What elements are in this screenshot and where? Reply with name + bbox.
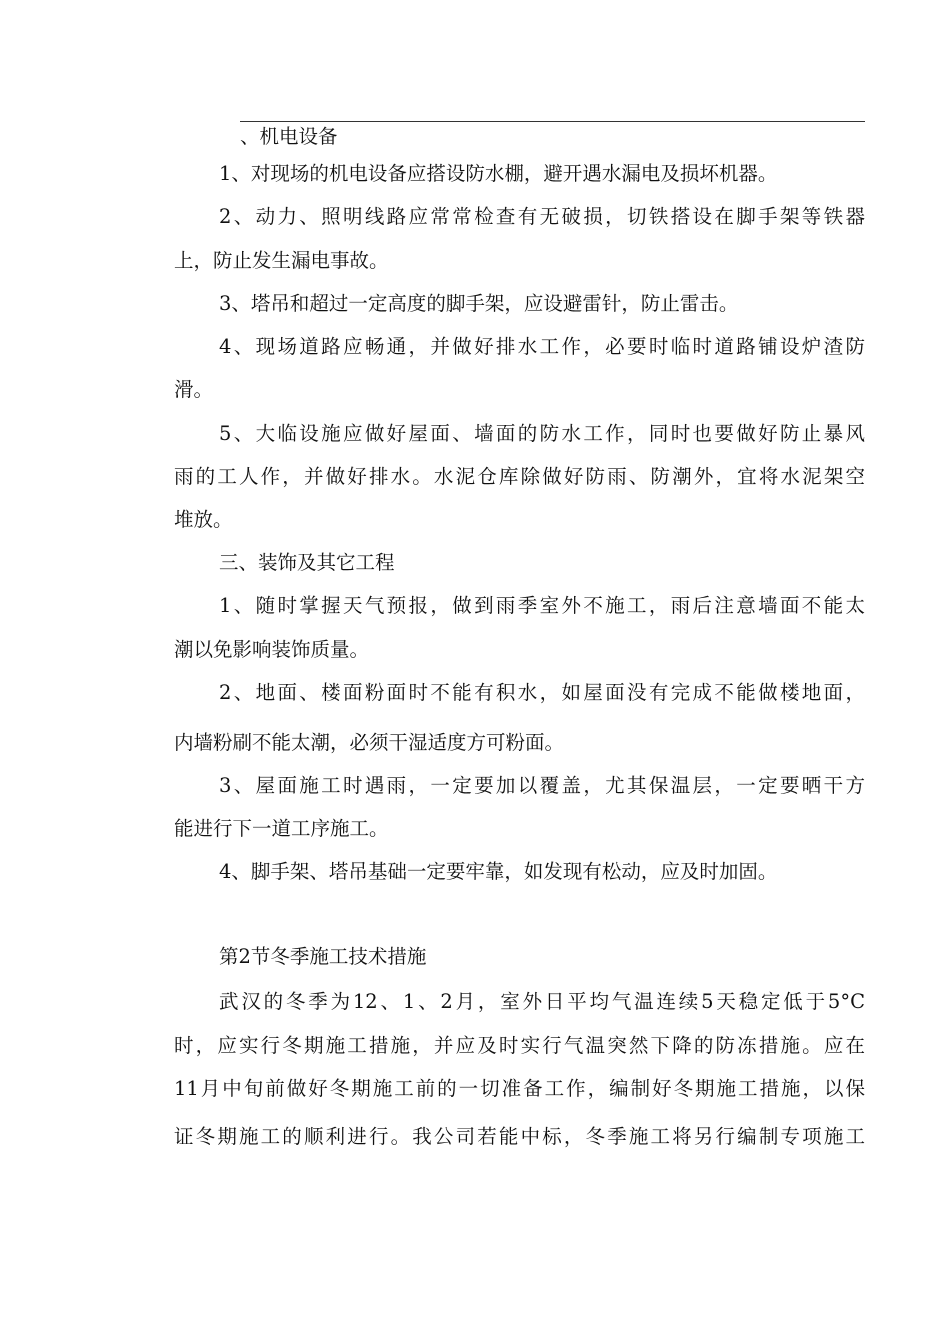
- paragraph-line: 3、塔吊和超过一定高度的脚手架，应设避雷针，防止雷击。: [219, 292, 739, 315]
- paragraph-line: 4、脚手架、塔吊基础一定要牢靠，如发现有松动，应及时加固。: [219, 860, 778, 883]
- paragraph-line: 证冬期施工的顺利进行。我公司若能中标，冬季施工将另行编制专项施工: [174, 1125, 865, 1148]
- paragraph-line: 4、现场道路应畅通，并做好排水工作，必要时临时道路铺设炉渣防: [219, 335, 865, 358]
- header-rule: [240, 121, 865, 122]
- section-heading: 、机电设备: [240, 125, 338, 148]
- paragraph-line: 雨的工人作，并做好排水。水泥仓库除做好防雨、防潮外，宜将水泥架空: [174, 465, 865, 488]
- section-heading: 第2节冬季施工技术措施: [219, 945, 427, 968]
- section-heading: 三、装饰及其它工程: [219, 551, 395, 574]
- paragraph-line: 内墙粉刷不能太潮，必须干湿适度方可粉面。: [174, 731, 565, 754]
- paragraph-line: 2、地面、楼面粉面时不能有积水，如屋面没有完成不能做楼地面，: [219, 681, 865, 704]
- paragraph-line: 时，应实行冬期施工措施，并应及时实行气温突然下降的防冻措施。应在: [174, 1034, 865, 1057]
- paragraph-line: 1、对现场的机电设备应搭设防水棚，避开遇水漏电及损坏机器。: [219, 162, 778, 185]
- paragraph-line: 11月中旬前做好冬期施工前的一切准备工作，编制好冬期施工措施，以保: [174, 1077, 865, 1100]
- paragraph-line: 2、动力、照明线路应常常检查有无破损，切铁搭设在脚手架等铁器: [219, 205, 865, 228]
- paragraph-line: 上，防止发生漏电事故。: [174, 249, 389, 272]
- paragraph-line: 1、随时掌握天气预报，做到雨季室外不施工，雨后注意墙面不能太: [219, 594, 865, 617]
- paragraph-line: 潮以免影响装饰质量。: [174, 638, 370, 661]
- paragraph-line: 5、大临设施应做好屋面、墙面的防水工作，同时也要做好防止暴风: [219, 422, 865, 445]
- paragraph-line: 滑。: [174, 378, 214, 401]
- paragraph-line: 能进行下一道工序施工。: [174, 817, 389, 840]
- paragraph-line: 武汉的冬季为12、1、2月，室外日平均气温连续5天稳定低于5°C: [219, 990, 865, 1013]
- paragraph-line: 3、屋面施工时遇雨，一定要加以覆盖，尤其保温层，一定要晒干方: [219, 774, 865, 797]
- paragraph-line: 堆放。: [174, 508, 233, 531]
